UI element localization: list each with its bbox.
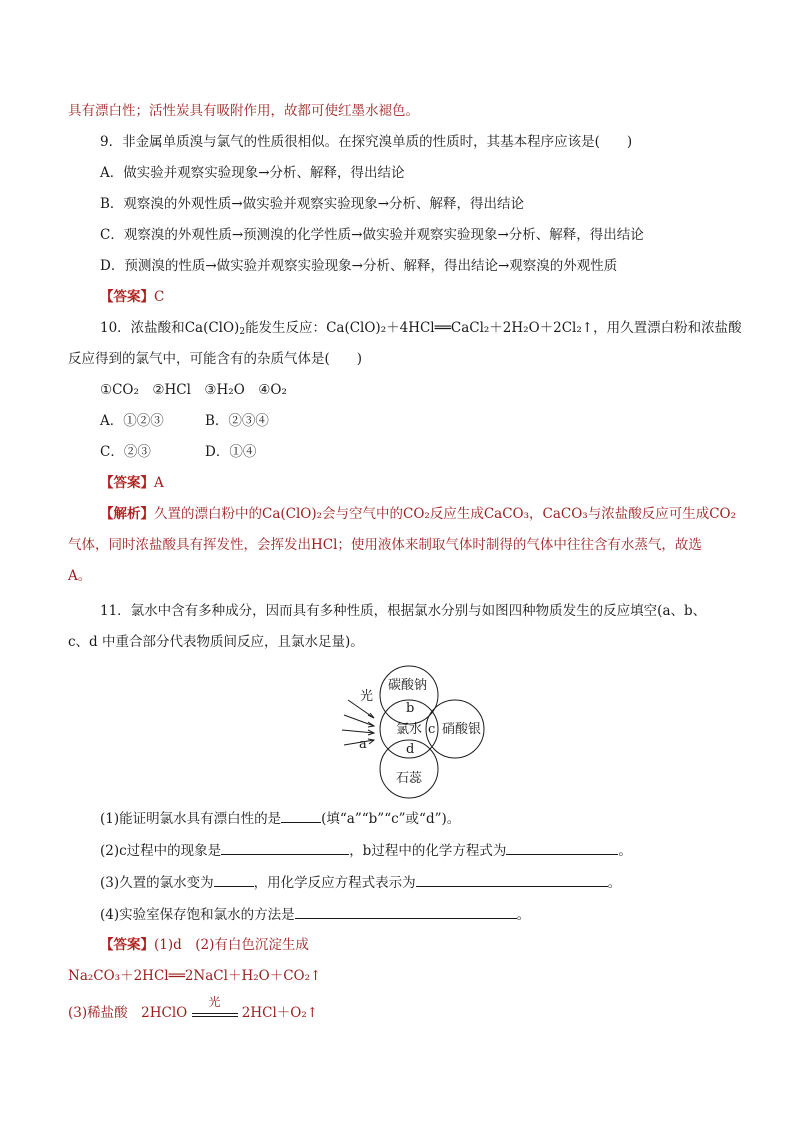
answer-blank[interactable] [295,904,517,919]
q9-option-d: D．预测溴的性质→做实验并观察实验现象→分析、解释，得出结论→观察溴的外观性质 [100,258,618,274]
answer-value: (1)d (2)有白色沉淀生成 [154,937,309,953]
part3-text-mid: ，用化学反应方程式表示为 [253,875,416,891]
q10-option-a: A．①②③ [100,413,164,429]
light-ray [344,715,374,726]
label-d: d [406,742,415,757]
circle-top-label: 碳酸钠 [388,678,428,693]
part4-end: 。 [516,907,531,923]
q9-option-b: B．观察溴的外观性质→做实验并观察实验现象→分析、解释，得出结论 [100,196,525,212]
circle-center-label: 氯水 [396,722,423,737]
part1-hint: (填“a”“b”“c”或“d”)。 [321,811,461,827]
q9-option-c: C．观察溴的外观性质→预测溴的化学性质→做实验并观察实验现象→分析、解释，得出结论 [100,227,644,243]
q9-stem: 9．非金属单质溴与氯气的性质很相似。在探究溴单质的性质时，其基本程序应该是( ) [100,134,633,150]
q10-stem-tail: ，用久置漂白粉和浓盐酸 [593,320,742,336]
label-b: b [406,701,415,716]
q10-option-b: B．②③④ [205,413,269,429]
q10-answer [100,473,164,493]
analysis-tag: 【解析】 [100,506,154,522]
circle-right-label: 硝酸银 [442,722,482,737]
answer-value: A [154,475,164,491]
circle-bottom-label: 石蕊 [396,771,423,786]
q11-answer-line2: Na₂CO₃＋2HCl══2NaCl＋H₂O＋CO₂↑ [68,968,322,984]
q10-reagent: $Ca(ClO)_2$ [184,320,246,337]
answer-value: C [154,289,165,305]
q11-part1 [100,808,460,829]
answer-tag: 【答案】 [100,475,154,491]
q10-stem-lead: 10．浓盐酸和 [100,320,185,336]
q11-part4 [100,904,530,925]
part3-end: 。 [607,875,622,891]
analysis-text: 久置的漂白粉中的Ca(ClO)₂会与空气中的CO₂反应生成CaCO₃，CaCO₃与浓盐酸反应可生成CO₂ [154,506,737,522]
answer3-text: (3)稀盐酸 2HClO [68,1005,188,1021]
answer-tag: 【答案】 [100,289,154,305]
q10-analysis-line3: A。 [68,568,92,584]
q10-stem-line2: 反应得到的氯气中，可能含有的杂质气体是( ) [68,351,363,367]
answer-blank[interactable] [281,808,321,823]
q9-option-a: A．做实验并观察实验现象→分析、解释，得出结论 [100,165,405,181]
reaction-condition-arrow [192,995,238,1017]
part4-text: (4)实验室保存饱和氯水的方法是 [100,907,295,923]
q10-analysis-line1 [100,504,736,524]
part2-text: (2)c过程中的现象是 [100,843,222,859]
q10-analysis-line2: 气体，同时浓盐酸具有挥发性，会挥发出HCl；使用液体来制取气体时制得的气体中往往含有水蒸气，故选 [68,537,702,553]
answer-blank[interactable] [416,872,608,887]
arrow-head [368,739,374,744]
part2-end: 。 [618,843,632,859]
part1-text: (1)能证明氯水具有漂白性的是 [100,811,282,827]
q10-option-c: C．②③ [100,444,151,460]
q11-part2 [100,840,632,861]
q11-stem-line1: 11．氯水中含有多种成分，因而具有多种性质，根据氯水分别与如图四种物质发生的反应填空(a、b、 [100,603,707,619]
label-c: c [428,722,436,737]
condition-label: 光 [208,995,221,1009]
answer-blank[interactable] [221,840,349,855]
q11-answer-line3 [68,995,319,1023]
answer3-products: 2HCl＋O₂↑ [241,1005,319,1021]
q10-options-list: ①CO₂ ②HCl ③H₂O ④O₂ [100,382,287,398]
q10-stem-line1 [100,318,742,338]
q10-stem-mid: 能发生反应： [245,320,327,336]
label-a: a [359,737,367,752]
answer-blank[interactable] [506,840,618,855]
q10-equation: Ca(ClO)₂＋4HCl══CaCl₂＋2H₂O＋2Cl₂↑ [326,320,594,336]
light-label: 光 [360,689,374,704]
answer-blank[interactable] [214,872,254,887]
q10-option-d: D．①④ [205,444,257,460]
chlorine-water-venn-diagram [330,660,490,800]
q11-part3 [100,872,621,893]
continuation-line: 具有漂白性；活性炭具有吸附作用，故都可使红墨水褪色。 [68,103,419,119]
part3-text: (3)久置的氯水变为 [100,875,214,891]
q11-answer-line1 [100,935,309,955]
q11-stem-line2: c、d 中重合部分代表物质间反应，且氯水足量)。 [68,634,364,650]
q9-answer [100,287,164,307]
part2-text-mid: ，b过程中的化学方程式为 [349,843,507,859]
answer-tag: 【答案】 [100,937,154,953]
